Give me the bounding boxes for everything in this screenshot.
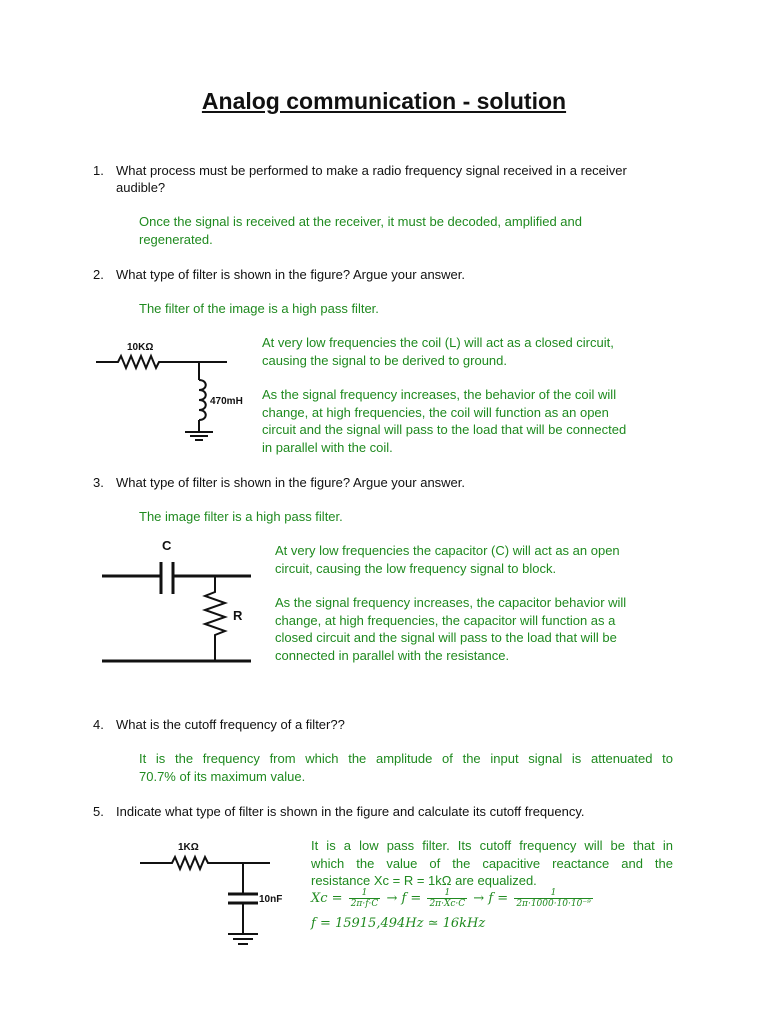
q2-para2	[262, 386, 682, 456]
q3-para1	[275, 542, 675, 577]
q5-number: 5.	[93, 804, 104, 819]
q5-resistor-label: 1KΩ	[178, 842, 199, 853]
q4-number: 4.	[93, 717, 104, 732]
q4-answer-line: 70.7% of its maximum value.	[139, 768, 306, 784]
q2-resistor-label: 10KΩ	[127, 342, 154, 353]
q1-answer	[139, 213, 659, 248]
q1-question	[116, 162, 676, 196]
q3-para1-line: circuit, causing the low frequency signal to block.	[275, 560, 557, 576]
q3-capacitor-label: C	[162, 538, 172, 553]
q4-question: What is the cutoff frequency of a filter??	[116, 717, 345, 732]
q2-resistor	[96, 356, 227, 368]
q1-answer-line: Once the signal is received at the receiver, it must be decoded, amplified and	[139, 214, 582, 229]
q2-para1-line: At very low frequencies the coil (L) will act as a closed circuit,	[262, 335, 614, 350]
q3-answer-intro: The image filter is a high pass filter.	[139, 509, 343, 524]
q5-result: f = 15915,494Hz ≃ 16kHz	[311, 916, 486, 931]
formula-fraction	[514, 888, 592, 909]
formula-fraction	[349, 888, 381, 909]
q2-para1	[262, 334, 672, 369]
q5-ground-icon	[228, 934, 258, 944]
q2-circuit-diagram	[92, 335, 252, 445]
q2-para1-line: causing the signal to be derived to ground.	[262, 352, 508, 368]
q1-number: 1.	[93, 163, 104, 178]
q1-question-line: What process must be performed to make a radio frequency signal received in a receiver	[116, 163, 627, 178]
q3-para1-line: At very low frequencies the capacitor (C) will act as an open	[275, 543, 620, 558]
q3-circuit-diagram	[98, 534, 258, 669]
fraction-numerator: 1	[349, 888, 381, 899]
page-title: Analog communication - solution	[201, 88, 567, 114]
q3-resistor-label: R	[233, 608, 243, 623]
q5-answer-line: which the value of the capacitive reactance and the	[311, 855, 673, 871]
q3-para2-line: closed circuit and the signal will pass to the load that will be	[275, 630, 617, 645]
q5-answer-line: resistance Xc = R = 1kΩ are equalized.	[311, 873, 537, 888]
q2-para2-line: As the signal frequency increases, the behavior of the coil will	[262, 387, 617, 402]
formula-xc: Xc =	[311, 891, 343, 906]
q3-para2-line: As the signal frequency increases, the capacitor behavior will	[275, 595, 627, 610]
fraction-numerator: 1	[514, 888, 592, 899]
q2-ground-icon	[185, 432, 213, 440]
q5-answer	[311, 837, 673, 890]
q2-para2-line: in parallel with the coil.	[262, 439, 393, 455]
fraction-denominator: 2π·f·C	[350, 899, 379, 909]
q3-question: What type of filter is shown in the figure? Argue your answer.	[116, 475, 466, 490]
formula-arrow: → f =	[473, 891, 509, 906]
q3-para2-line: connected in parallel with the resistance.	[275, 647, 510, 663]
q2-answer-intro: The filter of the image is a high pass filter.	[139, 301, 379, 316]
q3-para2-line: change, at high frequencies, the capacitor will function as a	[275, 612, 616, 628]
formula-arrow: → f =	[386, 891, 422, 906]
fraction-denominator: 2π·Xc·C	[429, 899, 466, 909]
q2-inductor-label: 470mH	[210, 396, 243, 407]
q2-question: What type of filter is shown in the figure? Argue your answer.	[116, 267, 466, 282]
fraction-denominator: 2π·1000·10·10⁻⁹	[516, 899, 591, 909]
q4-answer	[139, 750, 673, 785]
q2-inductor	[199, 380, 206, 420]
q5-answer-line: It is a low pass filter. Its cutoff frequency will be that in	[311, 838, 673, 853]
fraction-numerator: 1	[427, 888, 467, 899]
q3-resistor	[205, 576, 225, 661]
q5-circuit-diagram	[136, 836, 306, 951]
q5-formula	[311, 886, 595, 912]
q1-question-line: audible?	[116, 180, 166, 195]
q2-para2-line: circuit and the signal will pass to the load that will be connected	[262, 422, 627, 437]
q4-answer-line: It is the frequency from which the amplitude of the input signal is attenuated to	[139, 751, 673, 766]
q5-capacitor-label: 10nF	[259, 894, 283, 905]
q5-resistor	[140, 857, 270, 869]
formula-fraction	[427, 888, 467, 909]
q3-number: 3.	[93, 475, 104, 490]
q5-capacitor	[228, 894, 258, 903]
q5-question: Indicate what type of filter is shown in the figure and calculate its cutoff frequency.	[116, 804, 585, 819]
q3-para2	[275, 594, 675, 664]
q3-capacitor	[161, 562, 173, 594]
q2-para2-line: change, at high frequencies, the coil will function as an open	[262, 404, 609, 420]
q1-answer-line: regenerated.	[139, 231, 213, 247]
q2-number: 2.	[93, 267, 104, 282]
